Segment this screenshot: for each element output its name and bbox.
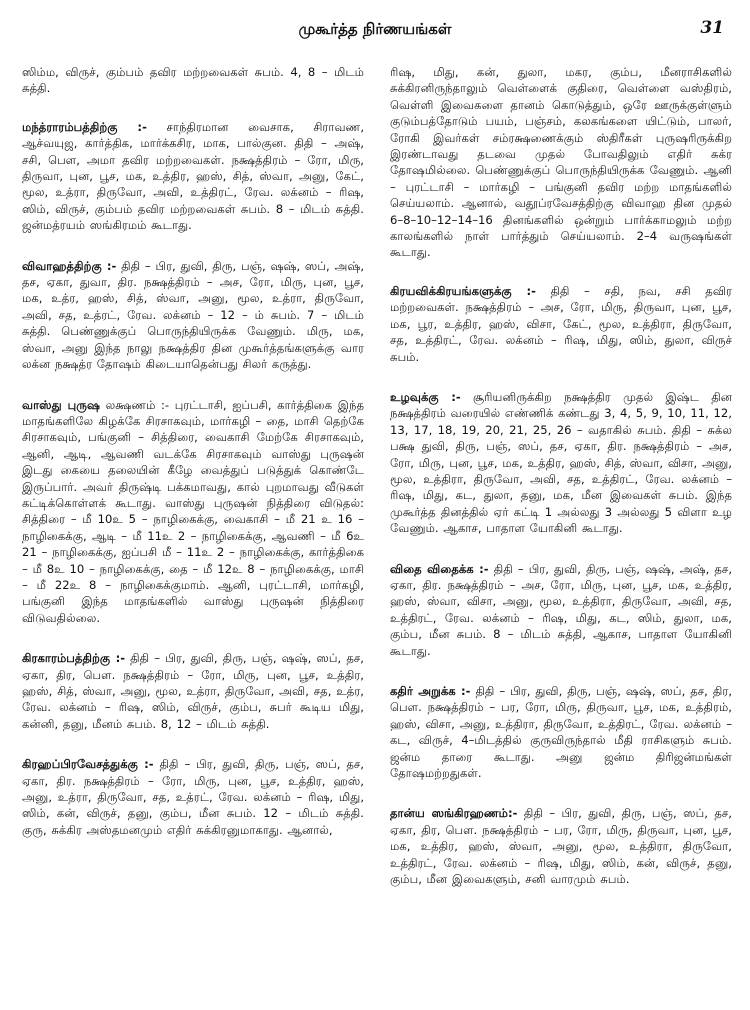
section-heading: கிரயவிக்கிரயங்களுக்கு :-: [390, 283, 536, 298]
continued-paragraph: ரிஷ, மிது, கன், துலா, மகர, கும்ப, மீனராசிகளில் சுக்கிரனிருந்தாலும் வெள்ளைக் குதிரை, வெள்ளை வஸ்திரம், வெள்ளி இவைகளை தானம் கொடுத்தும், ஒரே ஊருக்குள்ளும் குடும்பத்தோடும் பயம், பஞ்சம், கலகங்களை யிட்டும், பாலர், ரோகி இவர்கள் சம்ரக்ஷணைக்கும் ஸ்திரீகள் புருஷரிருக்கிற இரண்டாவது தடவை முதல் போவதிலும் எதிர் சுக்ர தோஷமில்லை. பெண்ணுக்குப் பொருந்தியிருக்க வேணும். ஆனி – புரட்டாசி – மார்கழி – பங்குனி தவிர மற்ற மாதங்களில் செய்யலாம். ஆனால், வதூப்ரவேசத்திற்கு விவாஹ தின முதல் 6–8–10–12–14–16 தினங்களில் ஒன்றும் பார்க்காமலும் மற்ற காலங்களில் நாள் பார்த்தும் செய்யலாம். 2–4 வருஷங்கள் கூடாது.: [390, 65, 732, 260]
section-heading: கதிர் அறுக்க :-: [390, 684, 471, 698]
section-vastu-purusha: [22, 397, 364, 627]
section-mantrarambham: [22, 119, 364, 234]
right-column: [390, 64, 732, 1004]
section-paragraph: [390, 683, 732, 781]
section-paragraph: [390, 283, 732, 365]
section-paragraph: [390, 389, 732, 537]
section-thanya-sangraham: [390, 805, 732, 887]
section-paragraph: [22, 119, 364, 234]
section-heading: விவாஹத்திற்கு :-: [22, 258, 117, 273]
section-body: திதி – பிர, துவி, திரு, பஞ், ஸப், தச, ஏகா, திர. நக்ஷத்திரம் – ரோ, மிரு, புன, பூச, உத்திர, ஹஸ், அனு, உத்ரா, திருவோ, சத, உத்ரட், ரேவ. லக்னம் – ரிஷ, மிது, ஸிம், கன், விருச், தனு, கும்ப, மீன சுபம். 12 – மிடம் சுத்தி. குரு, சுக்கிர அஸ்தமனமும் எதிர் சுக்கிரனுமாகாது. ஆனால்,: [22, 757, 364, 837]
section-krayavikrayam: [390, 283, 732, 365]
section-grahaarambham: [22, 650, 364, 732]
section-paragraph: [22, 397, 364, 627]
section-uzhavu: [390, 389, 732, 537]
section-heading: உழவுக்கு :-: [390, 389, 461, 404]
section-heading: கிரகாரம்பத்திற்கு :-: [22, 651, 126, 666]
section-heading: மந்த்ராரம்பத்திற்கு :-: [22, 119, 147, 134]
section-body: திதி – பிர, துவி, திரு, பஞ், ஷஷ், அஷ், தச, ஏகா, திர. நக்ஷத்திரம் – அச, ரோ, மிரு, புன, பூச, மக, உத்திர, ஹஸ், ஸ்வா, விசா, அனு, மூல, உத்திரா, திருவோ, அவி, சத, உத்திரட், ரேவ. லக்னம் – ரிஷ, மிது, கட, ஸிம், துலா, மக, கும்ப, மீன சுபம். 8 – மிடம் சுத்தி, ஆகாச, பாதாள யோகினி கூடாது.: [390, 561, 732, 658]
section-body: திதி – பிர, துவி, திரு, பஞ், ஷஷ், ஸப், அஷ், தச, ஏகா, துவா, திர. நக்ஷத்திரம் – அச, ரோ, மிரு, புன, பூச, மக, உத்ர, ஹஸ், சித், ஸ்வா, அனு, மூல, உத்ரா, திருவோ, அவி, சத, உத்ரட், ரேவ. லக்னம் – 12 – ம் சுபம். 7 – மிடம் சுத்தி. பெண்ணுக்குப் பொருந்தியிருக்க வேணும். மிரு, மக, ஸ்வா, அனு இந்த நாலு நக்ஷத்திர தின முகூர்த்தங்களுக்கு வார லக்ன நக்ஷத்ர தோஷம் கிடையாதென்பது சிலர் கருத்து.: [22, 258, 364, 372]
section-body: சாந்திரமான வைசாக, சிராவண, ஆச்வயுஜ, கார்த்திக, மார்க்கசிர, மாக, பால்குன. திதி – அஷ், சசி, பௌ, அமா தவிர மற்றவைகள். நக்ஷத்திரம் – ரோ, மிரு, திருவா, புன, பூச, மக, உத்திர, ஹஸ், சித், ஸ்வா, அனு, கேட், மூல, உத்ரா, திருவோ, அவி, உத்திரட், ரேவ. லக்னம் – ரிஷ, ஸிம், விருச், கும்பம் தவிர மற்றவைகள் சுபம். 8 – மிடம் சுத்தி. ஜன்மத்ரயம் ஸங்கிரமம் கூடாது.: [22, 119, 364, 233]
continued-paragraph: ஸிம்ம, விருச், கும்பம் தவிர மற்றவைகள் சுபம். 4, 8 – மிடம் சுத்தி.: [22, 65, 364, 96]
section-heading: விதை விதைக்க :-: [390, 561, 489, 576]
running-title: முகூர்த்த நிர்ணயங்கள்: [298, 20, 452, 38]
section-body: சூரியனிருக்கிற நக்ஷத்திர முதல் இஷ்ட தின நக்ஷத்திரம் வரையில் எண்ணிக் கண்டது 3, 4, 5, 9, 10, 11, 12, 13, 17, 18, 19, 20, 21, 25, 26 – வதாகில் சுபம். திதி – சுக்ல பக்ஷ துவி, திரு, பஞ், ஸப், தச, ஏகா, திர. நக்ஷத்திரம் – அச, ரோ, மிரு, புன, பூச, மக, உத்திர, ஹஸ், சித், ஸ்வா, விசா, அனு, மூல, உத்திரா, திருவோ, அவி, சத, உத்திரட், ரேவ. லக்னம் – ரிஷ, மிது, கட, துலா, தனு, மக, மீன இவைகள் சுபம். இந்த முகூர்த்த தினத்தில் ஏர் கட்டி 1 அல்லது 3 அல்லது 5 விளா உழ வேணும். ஆகாச, பாதாள யோகினி கூடாது.: [390, 389, 732, 536]
section-paragraph: [22, 650, 364, 732]
section-body: திதி – பிர, துவி, திரு, பஞ், ஷஷ், ஸப், தச, ஏகா, திர, பௌ. நக்ஷத்திரம் – ரோ, மிரு, புன, பூச, உத்திர, ஹஸ், சித், ஸ்வா, அனு, மூல, உத்ரா, திருவோ, அவி, சத, உத்ர, ரேவ. லக்னம் – ரிஷ, ஸிம், விருச், கும்ப, சுபர் கூடிய மிது, கன்னி, தனு, மீனம் சுபம். 8, 12 – மிடம் சுத்தி.: [22, 651, 364, 731]
section-paragraph: [390, 805, 732, 887]
section-body: திதி – பிர, துவி, திரு, பஞ், ஷஷ், ஸப், தச, திர, பௌ. நக்ஷத்திரம் – பர, ரோ, மிரு, திருவா, பூச, மக, உத்திரம், ஹஸ், விசா, அனு, உத்திரா, திருவோ, உத்திரட், ரேவ. லக்னம் – கட, விருச், 4–மிடத்தில் குருவிருந்தால் மீதி ராசிகளும் சுபம். ஜன்ம தாரை கூடாது. அனு ஜன்ம திரிஜன்மங்கள் தோஷமற்றதுகள்.: [390, 684, 732, 781]
section-heading: வாஸ்து புருஷ: [22, 397, 100, 412]
section-heading: கிரஹப்பிரவேசத்துக்கு :-: [22, 757, 154, 772]
section-body: லக்ஷணம் :- புரட்டாசி, ஐப்பசி, கார்த்திகை இந்த மாதங்களிலே கிழக்கே சிரசாகவும், மார்கழி – தை, மாசி தெற்கே சிரசாகவும், பங்குனி – சித்திரை, வைகாசி மேற்கே சிரசாகவும், ஆனி, ஆடி, ஆவணி வடக்கே சிரசாகவும் வாஸ்து புருஷன் இடது கையை தலையின் கீழே வைத்துப் படுத்துக் கொண்டே இருப்பார். அவர் திருஷ்டி பக்கமாவது, கால் புறமாவது வீடுகள் கட்டிக்கொள்ளக் கூடாது. வாஸ்து புருஷன் நித்திரை விடுதல்: சித்திரை – மீ 10உ 5 – நாழிகைக்கு, வைகாசி – மீ 21 உ 16 – நாழிகைக்கு, ஆடி – மீ 11உ 2 – நாழிகைக்கு, ஆவணி – மீ 6உ 21 – நாழிகைக்கு, ஐப்பசி மீ – 11உ 2 – நாழிகைக்கு, கார்த்திகை – மீ 8உ 10 – நாழிகைக்கு, தை – மீ 12உ 8 – நாழிகைக்கு, மாசி – மீ 22உ 8 – நாழிகைக்குமாம். ஆனி, புரட்டாசி, மார்கழி, பங்குனி இந்த மாதங்களில் வாஸ்து புருஷன் நித்திரை விடுவதில்லை.: [22, 397, 364, 625]
left-column: [22, 64, 364, 1004]
section-vivaham: [22, 258, 364, 373]
section-body: திதி – சதி, நவ, சசி தவிர மற்றவைகள். நக்ஷத்திரம் – அச, ரோ, மிரு, திருவா, புன, பூச, மக, பூர, உத்திர, ஹஸ், விசா, கேட், மூல, உத்திரா, திருவோ, சத, உத்திரட், ரேவ. லக்னம் – ரிஷ, மிது, ஸிம், துலா, விருச் சுபம்.: [390, 283, 732, 364]
page-header: [0, 20, 750, 50]
section-grahapravesham: [22, 756, 364, 838]
section-paragraph: [390, 561, 732, 659]
section-vidhai-vidhaikka: [390, 561, 732, 659]
page-number: 31: [700, 18, 724, 38]
section-body: திதி – பிர, துவி, திரு, பஞ், ஸப், தச, ஏகா, திர, பௌ. நக்ஷத்திரம் – பர, ரோ, மிரு, திருவா, புன, பூச, மக, உத்திர, ஹஸ், ஸ்வா, அனு, மூல, உத்திரா, திருவோ, உத்திரட், ரேவ. லக்னம் – ரிஷ, மிது, ஸிம், கன், விருச், தனு, கும்ப, மீன இவைகளும், சனி வாரமும் சுபம்.: [390, 806, 732, 887]
section-heading: தான்ய ஸங்கிரஹணம்:-: [390, 806, 518, 821]
section-kathir-arukka: [390, 683, 732, 781]
section-paragraph: [22, 258, 364, 373]
section-paragraph: [22, 756, 364, 838]
